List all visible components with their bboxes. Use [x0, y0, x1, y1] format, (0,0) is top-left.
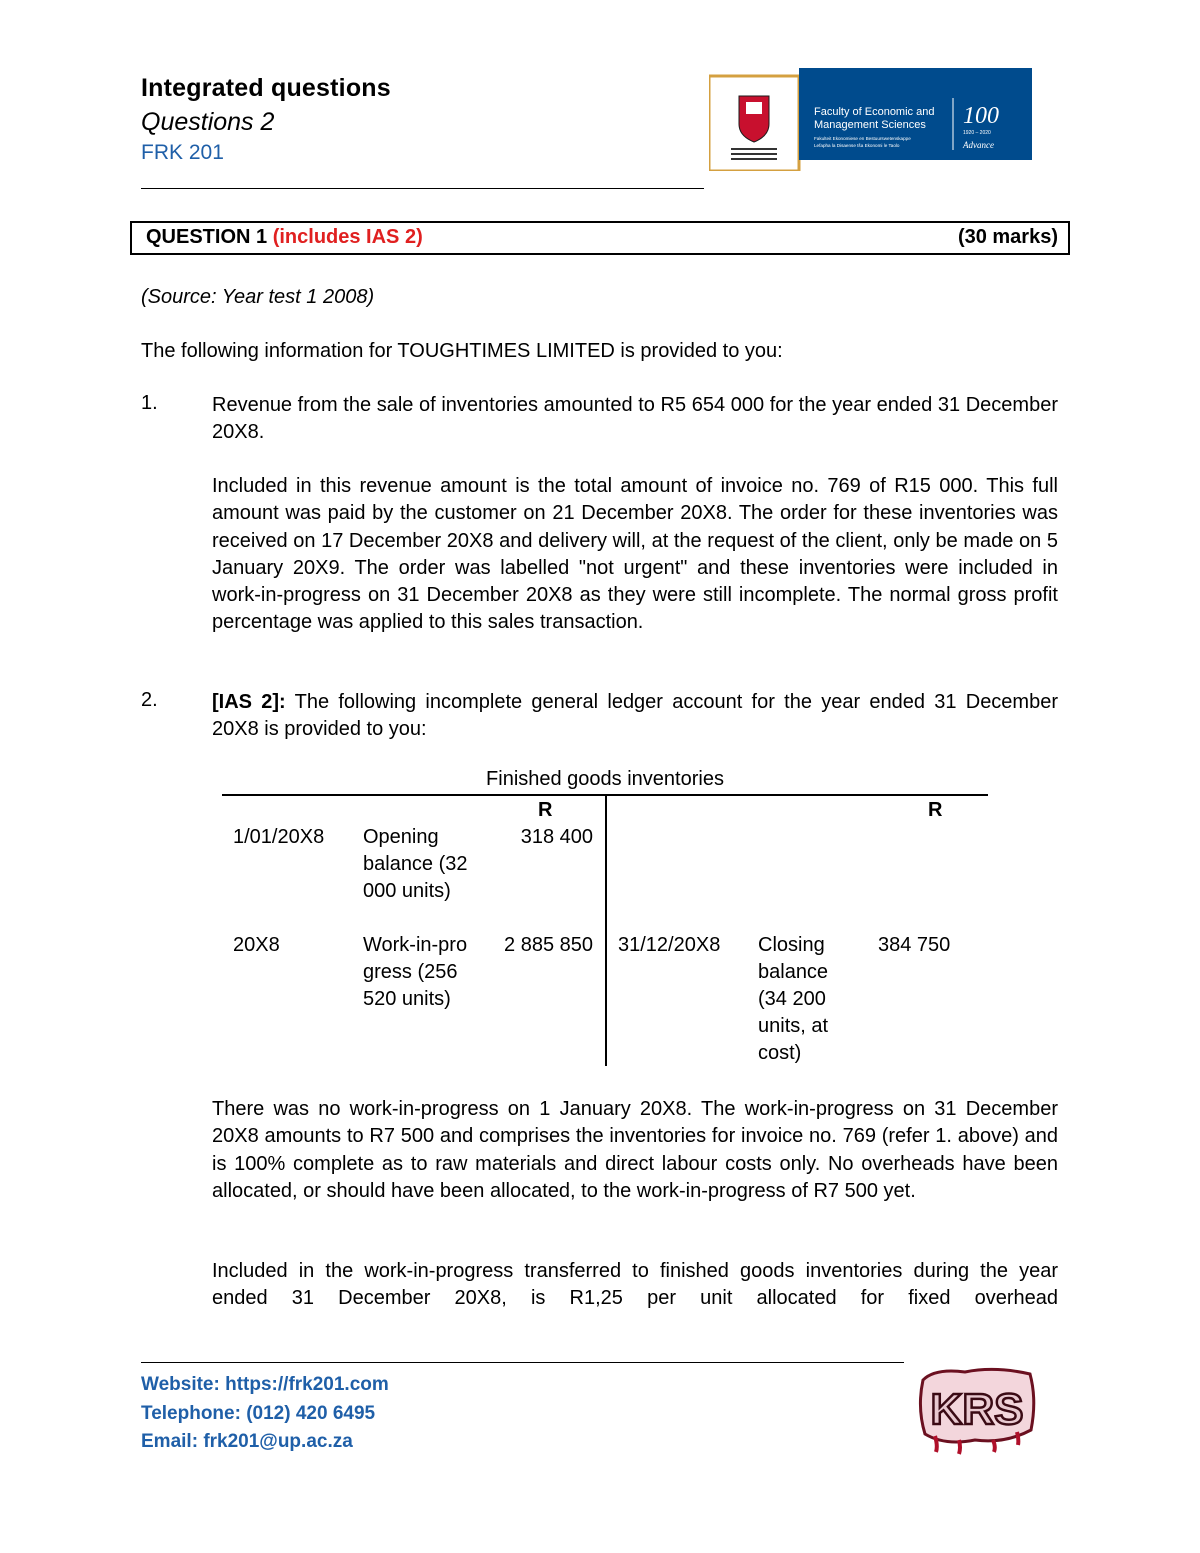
logo-faculty-line1: Faculty of Economic and — [814, 106, 935, 118]
website-label: Website: — [141, 1374, 220, 1395]
ledger-credit-amount: 384 750 — [878, 934, 951, 956]
note-paragraph: There was no work-in-progress on 1 January 20X8. The work-in-progress on 31 December 20X8 amounts to R7 500 and comprises the inventories for invoice no. 769 (refer 1. above) and is 100% complete as to raw materials and direct labour costs only. No overheads have been allocated, or should have been allocated, to the work-in-progress of R7 500 yet. — [212, 1098, 1058, 1202]
header-divider — [141, 188, 704, 189]
ledger-debit-amount: 2 885 850 — [504, 934, 593, 956]
question-label-group — [146, 226, 423, 249]
centenary-tagline: Advance — [963, 140, 994, 150]
document-title: Integrated questions — [141, 74, 391, 102]
question-marks: (30 marks) — [957, 226, 1058, 248]
logo-faculty-line2: Management Sciences — [814, 119, 926, 131]
centenary-years: 1920 – 2020 — [963, 130, 991, 136]
crest-caption-line — [731, 153, 777, 155]
telephone-label: Telephone: — [141, 1403, 241, 1424]
ledger-title: Finished goods inventories — [486, 768, 724, 790]
faculty-logo — [709, 68, 1032, 171]
question-intro: The following information for TOUGHTIMES LIMITED is provided to you: — [141, 340, 783, 362]
item-1-detail: Included in this revenue amount is the total amount of invoice no. 769 of R15 000. This full amount was paid by the customer on 21 December 20X8. The order for these inventories was received on 17 December 20X8 and delivery will, at the request of the client, only be made on 5 January 20X9. The order was labelled "not urgent" and these inventories were included in work-in-progress on 31 December 20X8 as they were still incomplete. The normal gross profit percentage was applied to this sales transaction. — [212, 475, 1058, 634]
item-2-text: The following incomplete general ledger account for the year ended 31 December 20X8 is provided to you: — [212, 691, 1058, 741]
question-tag: (includes IAS 2) — [272, 226, 423, 248]
crest-caption-line — [731, 158, 777, 160]
item-2-number: 2. — [141, 689, 158, 711]
telephone-value: (012) 420 6495 — [246, 1403, 376, 1424]
item-2-paragraph — [212, 689, 1058, 744]
crest-detail — [746, 102, 762, 114]
ledger-debit-description: Work-in-progress (256 520 units) — [363, 934, 468, 1010]
logo-afr-line2: Lefapha la Disaense tša Ekonomi le Taolo — [814, 143, 900, 148]
website-link[interactable]: https://frk201.com — [225, 1374, 389, 1395]
ledger-credit-currency: R — [928, 799, 943, 821]
ledger-debit-date: 1/01/20X8 — [233, 826, 325, 848]
item-2-tag: [IAS 2]: — [212, 691, 286, 713]
item-1-number: 1. — [141, 392, 158, 414]
item-1-text: Revenue from the sale of inventories amounted to R5 654 000 for the year ended 31 December 20X8. — [212, 394, 1058, 444]
email-link[interactable]: frk201@up.ac.za — [203, 1431, 353, 1452]
question-source: (Source: Year test 1 2008) — [141, 286, 375, 308]
ledger-debit-date: 20X8 — [233, 934, 280, 956]
email-label: Email: — [141, 1431, 199, 1452]
logo-afr-line1: Fakulteit Ekonomiese en Bestuurswetenskappe — [814, 136, 911, 141]
ledger-credit-date: 31/12/20X8 — [618, 934, 721, 956]
footer-website — [141, 1374, 389, 1396]
ledger-debit-amount: 318 400 — [520, 826, 593, 848]
footer-email — [141, 1431, 353, 1453]
question-label: QUESTION 1 — [146, 226, 268, 248]
note-paragraph: Included in the work-in-progress transferred to finished goods inventories during the year ended 31 December 20X8, is R1,25 per unit allocated for fixed overhead — [212, 1260, 1058, 1310]
crest-caption-line — [731, 148, 777, 150]
footer-telephone — [141, 1403, 375, 1425]
ledger-debit-description: Opening balance (32 000 units) — [363, 826, 468, 902]
badge-lettering: KRS — [930, 1385, 1024, 1434]
krs-badge-logo — [915, 1360, 1040, 1458]
document-subtitle: Questions 2 — [141, 108, 275, 136]
ledger-vertical-rule — [605, 795, 607, 1066]
ledger-debit-currency: R — [538, 799, 553, 821]
course-code: FRK 201 — [141, 141, 224, 164]
ledger-credit-description: Closing balance (34 200 units, at cost) — [758, 934, 829, 1064]
centenary-number: 100 — [963, 103, 999, 129]
footer-divider — [141, 1362, 904, 1363]
